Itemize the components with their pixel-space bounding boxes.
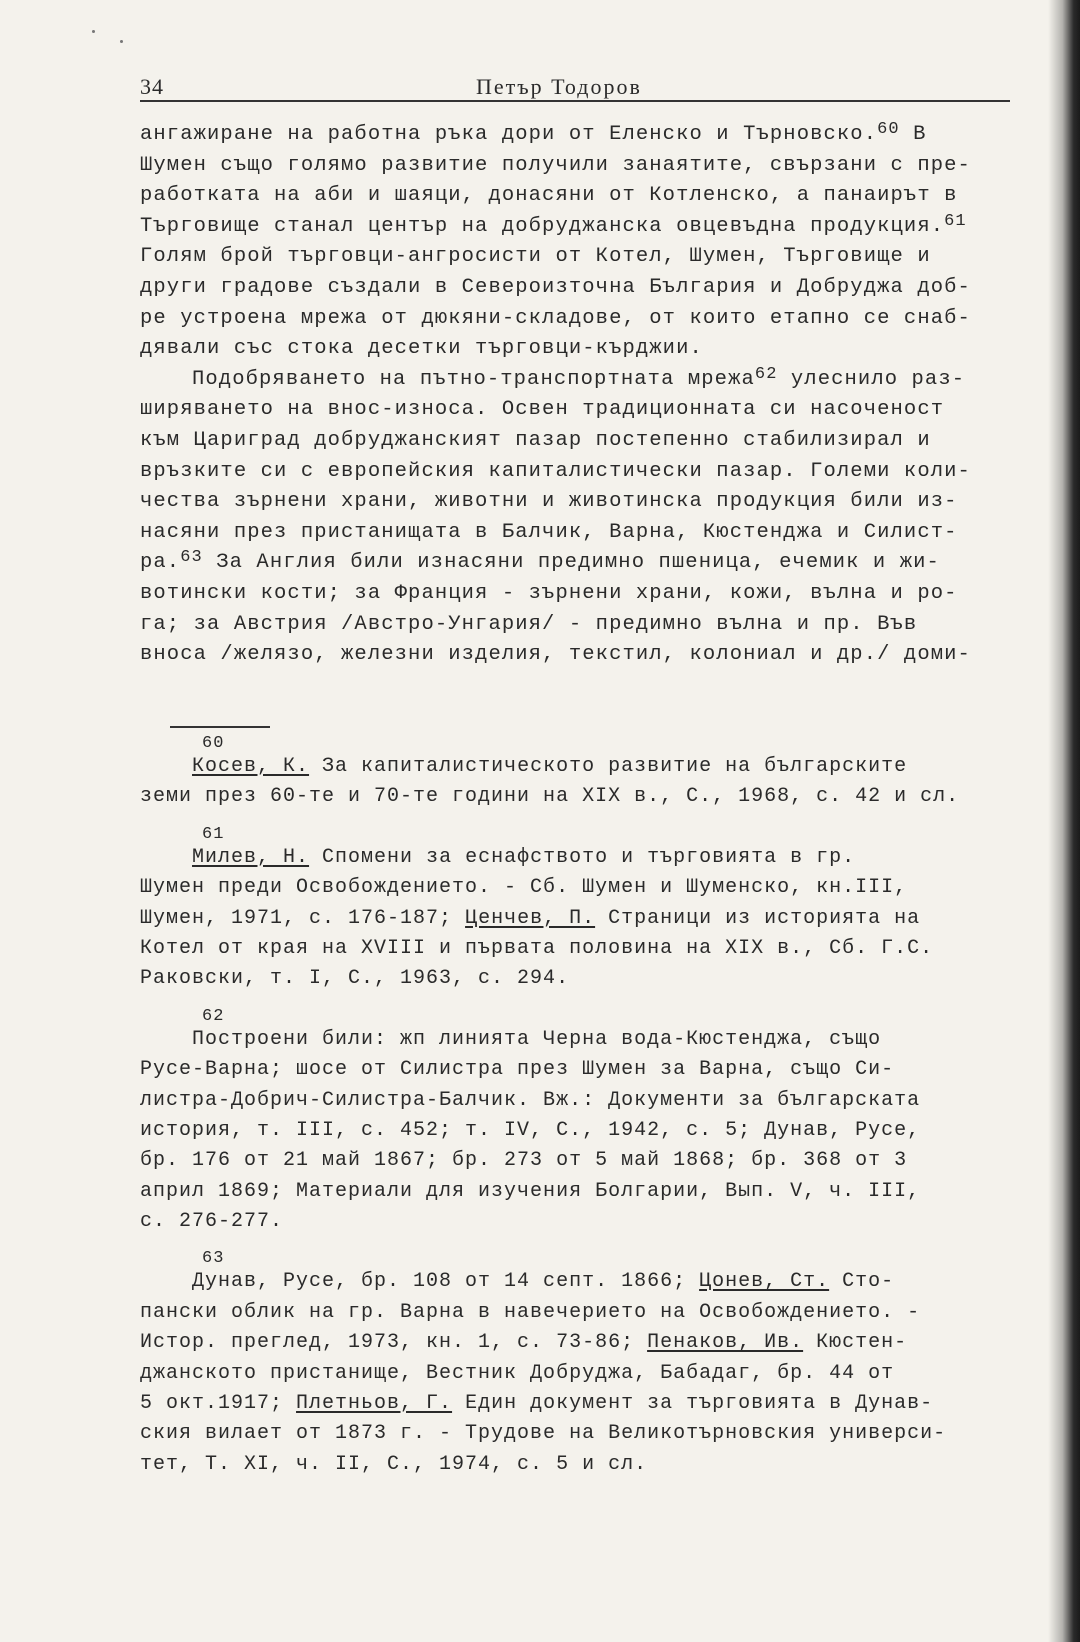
body-line [140, 212, 1020, 243]
text-run: 5 окт.1917; [140, 1392, 297, 1416]
text-run: джанското пристанище, Вестник Добруджа, Бабадаг, бр. 44 от [140, 1361, 895, 1385]
running-header [140, 74, 1010, 102]
footnote-line [140, 782, 1020, 812]
footnote-line [140, 904, 1020, 934]
cited-author: Пенаков, Ив. [647, 1331, 804, 1355]
text-run: улеснило раз- [777, 367, 966, 391]
text-run: работката на аби и шаяци, донасяни от Котленско, а панаирът в [140, 184, 958, 208]
footnote-line [140, 1086, 1020, 1116]
text-run: с. 276-277. [140, 1210, 284, 1234]
footnote-line [140, 1359, 1020, 1389]
footnote-ref: 60 [877, 120, 900, 139]
text-run: ангажиране на работна ръка дори от Еленско и Търновско. [140, 123, 878, 146]
text-run: Голям брой търговци-ангросисти от Котел, Шумен, Търговище и [140, 245, 931, 269]
footnote-line [140, 1389, 1020, 1419]
footnote-line [140, 1146, 1020, 1176]
footnote-number: 61 [202, 824, 225, 844]
footnote-line [140, 1207, 1020, 1237]
footnote-ref: 63 [180, 548, 203, 568]
footnote-line [140, 934, 1020, 964]
scan-speck [92, 30, 95, 33]
text-run: Истор. преглед, 1973, кн. 1, с. 73-86; [140, 1331, 648, 1355]
text-run: Котел от края на XVIII и първата половина на XIX в., Сб. Г.С. [140, 936, 934, 960]
footnote-line [140, 964, 1020, 994]
footnote-ref: 62 [754, 364, 778, 384]
text-run: ра. [140, 551, 181, 575]
text-run: вноса /желязо, железни изделия, текстил, колониал и др./ доми- [140, 643, 971, 667]
text-run: вотински кости; за Франция - зърнени храни, кожи, вълна и ро- [140, 581, 958, 605]
body-text [140, 120, 1020, 671]
footnote-61 [140, 824, 1020, 995]
text-run: Шумен също голямо развитие получили занаятите, свързани с пре- [140, 153, 971, 177]
cited-author: Ценчев, П. [465, 906, 596, 930]
page-number: 34 [140, 74, 164, 99]
footnote-number: 62 [202, 1006, 225, 1026]
text-run: Подобряването на пътно-транспортната мрежа [192, 367, 755, 391]
text-run: бр. 176 от 21 май 1867; бр. 273 от 5 май 1868; бр. 368 от 3 [140, 1149, 908, 1173]
footnote-60 [140, 736, 1020, 813]
text-run: ския вилает от 1873 г. - Трудове на Великотърновския универси- [140, 1422, 947, 1446]
text-run: В [899, 123, 927, 146]
cited-author: Милев, Н. [192, 845, 310, 869]
page-edge-shadow [1048, 0, 1080, 1642]
text-run: април 1869; Материали для изучения Болгарии, Вып. V, ч. III, [140, 1179, 921, 1203]
footnote-63 [140, 1251, 1020, 1480]
text-run: Страници из историята на [595, 906, 921, 930]
body-line [140, 151, 1020, 182]
text-run: към Цариград добруджанският пазар постепенно стабилизирал и [140, 428, 931, 452]
text-run: Сто- [829, 1270, 895, 1294]
body-line [140, 548, 1020, 579]
body-line [140, 120, 1020, 151]
text-run: Спомени за еснафството и търговията в гр. [309, 845, 856, 869]
footnote-ref: 61 [944, 211, 967, 231]
text-run: пански облик на гр. Варна в навечерието на Освобождението. - [140, 1300, 921, 1324]
text-run: Шумен преди Освобождението. - Сб. Шумен и Шуменско, кн.III, [140, 876, 908, 900]
text-run: За капиталистическото развитие на българските [309, 755, 908, 778]
footnote-line [140, 752, 1020, 782]
body-line [140, 365, 1020, 396]
body-line [140, 640, 1020, 671]
text-run: За Англия били изнасяни предимно пшеница, ечемик и жи- [202, 551, 940, 575]
text-run: чества зърнени храни, животни и животинска продукция били из- [140, 490, 958, 514]
body-line [140, 242, 1020, 273]
footnote-line [140, 873, 1020, 903]
footnote-separator [170, 726, 270, 728]
text-run: Построени били: жп линията Черна вода-Кюстенджа, също [140, 1027, 882, 1051]
cited-author: Цонев, Ст. [699, 1270, 830, 1294]
body-line [140, 395, 1020, 426]
body-line [140, 487, 1020, 518]
text-run: връзките си с европейския капиталистически пазар. Големи коли- [140, 459, 971, 483]
text-run: га; за Австрия /Австро-Унгария/ - предимно вълна и пр. Във [140, 612, 918, 636]
body-line [140, 273, 1020, 304]
footnote-line [140, 1055, 1020, 1085]
text-run [140, 846, 192, 869]
text-run: Кюстен- [803, 1331, 908, 1355]
text-run [140, 755, 192, 778]
footnote-line [140, 1419, 1020, 1449]
body-line [140, 426, 1020, 457]
footnote-line [140, 1267, 1020, 1297]
text-run: ре устроена мрежа от дюкяни-складове, от които етапно се снаб- [140, 306, 971, 330]
cited-author: Плетньов, Г. [296, 1392, 453, 1416]
text-run: Шумен, 1971, с. 176-187; [140, 906, 466, 930]
footnote-62 [140, 1006, 1020, 1238]
text-run: други градове създали в Североизточна България и Добруджа доб- [140, 275, 971, 299]
text-run: Дунав, Русе, бр. 108 от 14 септ. 1866; [140, 1270, 700, 1294]
body-line [140, 334, 1020, 365]
footnote-number: 60 [202, 734, 225, 753]
text-run: Русе-Варна; шосе от Силистра през Шумен за Варна, също Си- [140, 1058, 895, 1082]
text-run: история, т. III, с. 452; т. IV, С., 1942, с. 5; Дунав, Русе, [140, 1118, 921, 1142]
text-run: дявали със стока десетки търговци-кърджии. [140, 337, 703, 361]
text-run: Раковски, т. I, С., 1963, с. 294. [140, 967, 570, 991]
footnote-line [140, 843, 1020, 873]
text-run: земи през 60-те и 70-те години на XIX в., С., 1968, с. 42 и сл. [140, 785, 960, 809]
footnote-number: 63 [202, 1249, 225, 1269]
footnote-line [140, 1298, 1020, 1328]
scan-speck [120, 40, 123, 43]
text-run: насяни през пристанищата в Балчик, Варна, Кюстенджа и Силист- [140, 520, 958, 544]
text-run: ширяването на внос-износа. Освен традиционната си насоченост [140, 398, 945, 422]
body-line [140, 457, 1020, 488]
text-run: Търговище станал център на добруджанска овцевъдна продукция. [140, 214, 945, 238]
body-line [140, 518, 1020, 549]
body-line [140, 181, 1020, 212]
body-line [140, 579, 1020, 610]
text-run: тет, Т. XI, ч. II, С., 1974, с. 5 и сл. [140, 1452, 648, 1476]
body-line [140, 304, 1020, 335]
text-run: Един документ за търговията в Дунав- [452, 1392, 934, 1416]
body-line [140, 610, 1020, 641]
footnote-line [140, 1328, 1020, 1358]
footnote-line [140, 1450, 1020, 1480]
footnote-line [140, 1025, 1020, 1055]
text-run: листра-Добрич-Силистра-Балчик. Вж.: Документи за българската [140, 1088, 921, 1112]
footnote-line [140, 1177, 1020, 1207]
running-title: Петър Тодоров [476, 74, 642, 99]
cited-author: Косев, К. [192, 755, 310, 778]
footnote-line [140, 1116, 1020, 1146]
footnotes [140, 736, 1020, 1494]
